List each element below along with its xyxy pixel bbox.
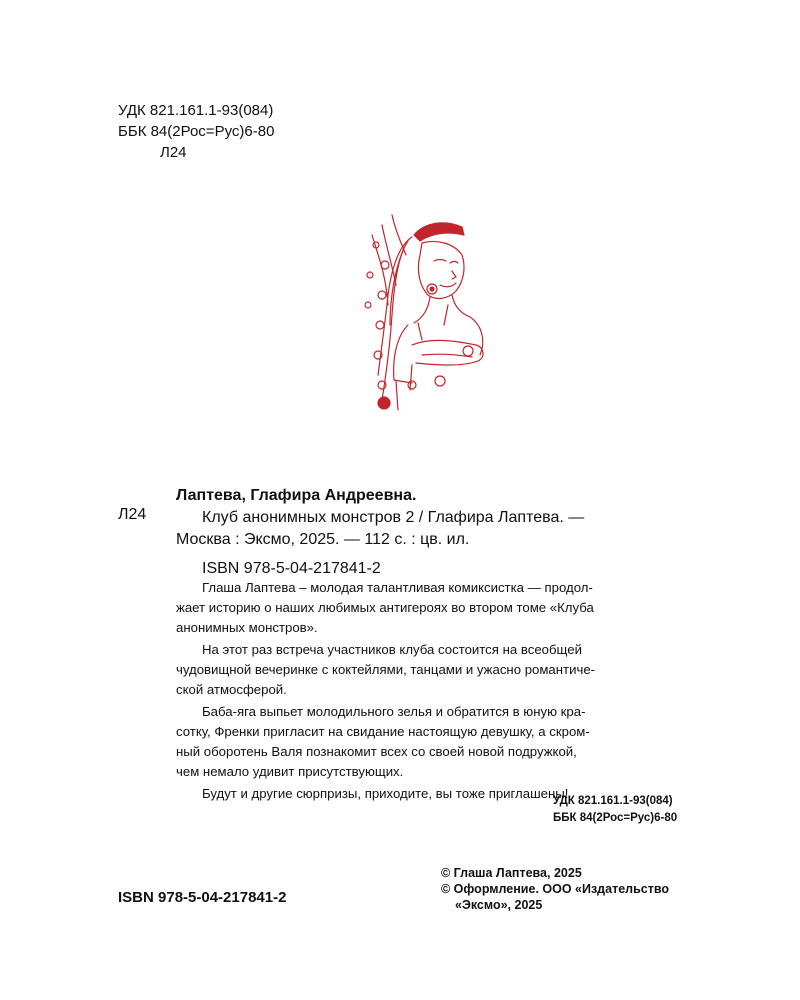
udk-code-bottom: УДК 821.161.1-93(084) — [553, 795, 673, 807]
bottom-classification — [553, 793, 677, 827]
bibliographic-record — [176, 485, 716, 580]
annotation — [176, 578, 698, 806]
witch-girl-sketch-icon — [352, 205, 492, 420]
copyright-block — [441, 865, 669, 913]
annotation-paragraph: Будут и другие сюрпризы, приходите, вы тоже приглашены! — [202, 786, 569, 801]
classification-block — [118, 100, 274, 163]
title-statement: Клуб анонимных монстров 2 / Глафира Лаптева. — — [202, 509, 585, 526]
isbn-footer: ISBN 978-5-04-217841-2 — [118, 889, 287, 906]
publication-statement: Москва : Эксмо, 2025. — 112 с. : цв. ил. — [176, 531, 470, 548]
isbn-line: ISBN 978-5-04-217841-2 — [202, 560, 381, 577]
copyright-design-cont: «Эксмо», 2025 — [455, 898, 543, 912]
annotation-paragraph: Баба-яга выпьет молодильного зелья и обратится в юную кра- сотку, Френки пригласит на свидание настоящую девушку, а скром- ный оборотень Валя познакомит всех со своей новой подружкой, чем немало удивит присутствующих. — [176, 704, 590, 779]
author-mark: Л24 — [160, 144, 187, 161]
bbk-code: ББК 84(2Рос=Рус)6-80 — [118, 123, 275, 140]
udk-code: УДК 821.161.1-93(084) — [118, 102, 274, 119]
author-mark-left: Л24 — [118, 506, 147, 523]
copyright-author: © Глаша Лаптева, 2025 — [441, 866, 582, 880]
bbk-code-bottom: ББК 84(2Рос=Рус)6-80 — [553, 812, 678, 824]
copyright-design: © Оформление. ООО «Издательство — [441, 882, 669, 896]
annotation-paragraph: На этот раз встреча участников клуба состоится на всеобщей чудовищной вечеринке с коктейлями, танцами и ужасно романтиче- ской атмосферой. — [176, 642, 596, 697]
author-heading: Лаптева, Глафира Андреевна. — [176, 487, 417, 504]
annotation-paragraph: Глаша Лаптева – молодая талантливая комиксистка — продол- жает историю о наших любимых антигероях во втором томе «Клуба анонимных монстров». — [176, 580, 594, 635]
